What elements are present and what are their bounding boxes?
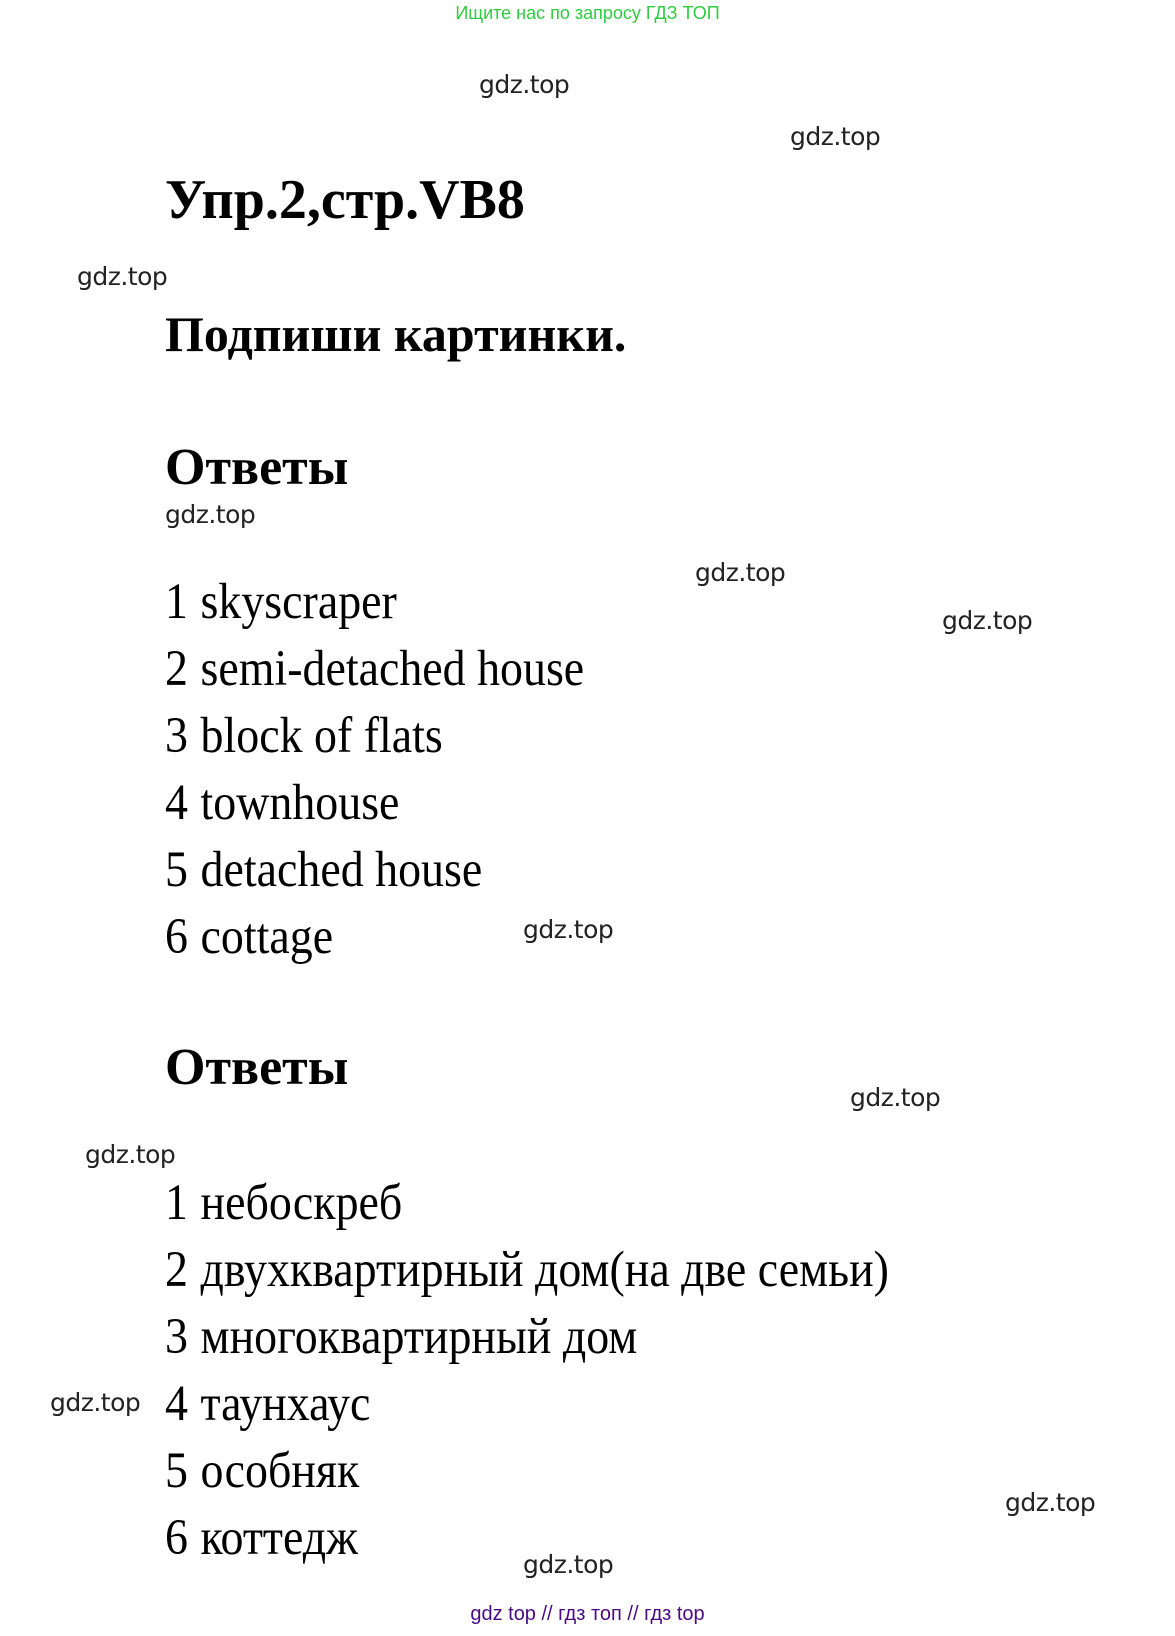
search-hint-banner: Ищите нас по запросу ГДЗ ТОП: [455, 3, 720, 23]
watermark: gdz.top: [523, 1550, 614, 1579]
answers-heading-en: Ответы: [165, 439, 349, 496]
exercise-title: Упр.2,стр.VB8: [165, 169, 525, 231]
list-item: 2 двухквартирный дом(на две семьи): [165, 1242, 889, 1298]
answers-heading-ru: Ответы: [165, 1039, 349, 1096]
watermark: gdz.top: [850, 1083, 941, 1112]
footer-links[interactable]: gdz top // гдз топ // гдз top: [470, 1603, 705, 1625]
list-item: 6 cottage: [165, 909, 334, 965]
watermark: gdz.top: [790, 122, 881, 151]
list-item: 1 skyscraper: [165, 574, 397, 630]
watermark: gdz.top: [77, 262, 168, 291]
answers-list-ru: [165, 1170, 889, 1572]
watermark: gdz.top: [479, 70, 570, 99]
list-item: 6 коттедж: [165, 1510, 358, 1566]
list-item: 1 небоскреб: [165, 1175, 403, 1231]
watermark: gdz.top: [695, 558, 786, 587]
watermark: gdz.top: [1005, 1488, 1096, 1517]
watermark: gdz.top: [942, 606, 1033, 635]
answers-list-en: [165, 569, 584, 971]
list-item: 5 detached house: [165, 842, 483, 898]
watermark: gdz.top: [50, 1388, 141, 1417]
list-item: 2 semi-detached house: [165, 641, 585, 697]
exercise-instruction: Подпиши картинки.: [165, 306, 627, 362]
list-item: 3 block of flats: [165, 708, 443, 764]
list-item: 4 townhouse: [165, 775, 400, 831]
list-item: 4 таунхаус: [165, 1376, 371, 1432]
watermark: gdz.top: [165, 500, 256, 529]
watermark: gdz.top: [85, 1140, 176, 1169]
list-item: 3 многоквартирный дом: [165, 1309, 638, 1365]
list-item: 5 особняк: [165, 1443, 360, 1499]
watermark: gdz.top: [523, 915, 614, 944]
